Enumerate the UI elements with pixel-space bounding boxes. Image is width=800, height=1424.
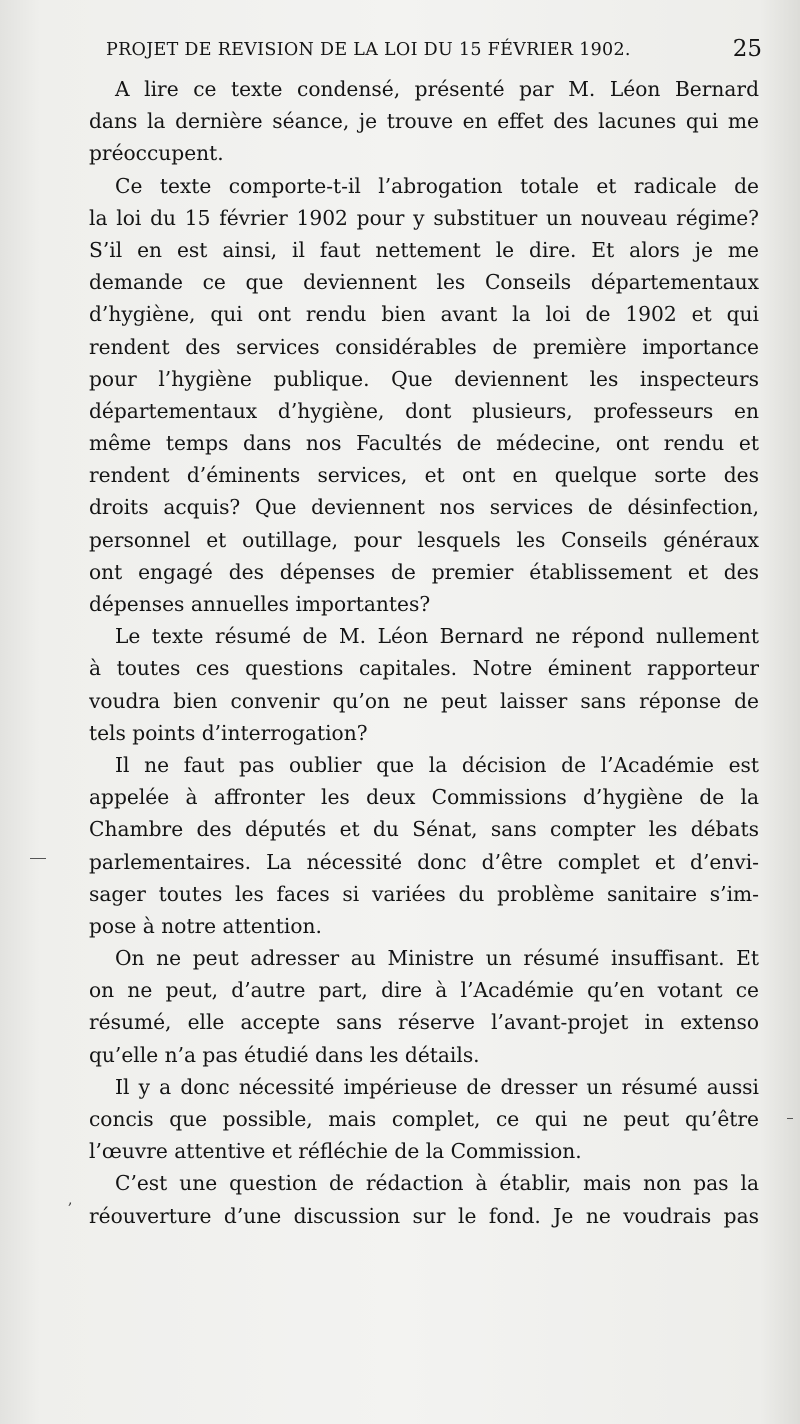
text-line: même temps dans nos Facultés de médecine, ont rendu et [89,431,759,456]
text-line: ont engagé des dépenses de premier établissement et des [89,559,759,584]
running-title: PROJET DE REVISION DE LA LOI DU 15 FÉVRIER 1902. [106,40,631,60]
text-line: droits acquis? Que deviennent nos services de désinfection, [89,495,759,520]
text-line: à toutes ces questions capitales. Notre éminent rapporteur [89,656,759,681]
text-line: réouverture d’une discussion sur le fond. Je ne voudrais pas [89,1203,759,1228]
text-line: la loi du 15 février 1902 pour y substituer un nouveau régime? [89,205,759,230]
running-head [106,36,762,66]
text-line: départementaux d’hygiène, dont plusieurs, professeurs en [89,398,759,423]
text-line: A lire ce texte condensé, présenté par M. Léon Bernard [115,77,759,101]
margin-tick-mark [30,858,46,859]
text-line: l’œuvre attentive et réfléchie de la Commission. [89,1139,582,1164]
text-line: demande ce que deviennent les Conseils départementaux [89,270,759,295]
text-line: qu’elle n’a pas étudié dans les détails. [89,1042,480,1067]
text-line: C’est une question de rédaction à établir, mais non pas la [115,1171,759,1196]
text-line: Il y a donc nécessité impérieuse de dresser un résumé aussi [115,1074,759,1099]
text-line: rendent d’éminents services, et ont en quelque sorte des [89,463,759,488]
text-line: préoccupent. [89,141,224,166]
text-line: d’hygiène, qui ont rendu bien avant la loi de 1902 et qui [89,302,759,327]
margin-comma-mark: , [68,1192,73,1208]
text-line: concis que possible, mais complet, ce qui ne peut qu’être [89,1107,759,1131]
text-line: tels points d’interrogation? [89,720,368,745]
text-line: On ne peut adresser au Ministre un résumé insuffisant. Et [115,946,759,971]
text-line: Ce texte comporte-t-il l’abrogation totale et radicale de [115,173,759,198]
text-line: pose à notre attention. [89,913,322,938]
text-line: résumé, elle accepte sans réserve l’avant-projet in extenso [89,1010,759,1035]
text-line: dans la dernière séance, je trouve en effet des lacunes qui me [89,109,759,134]
text-line: appelée à affronter les deux Commissions d’hygiène de la [89,785,759,810]
margin-edge-mark [787,1118,793,1119]
page-number: 25 [732,36,762,62]
text-line: dépenses annuelles importantes? [89,592,431,616]
text-line: parlementaires. La nécessité donc d’être complet et d’envi- [89,849,759,874]
text-line: Le texte résumé de M. Léon Bernard ne répond nullement [115,624,759,649]
text-line: personnel et outillage, pour lesquels les Conseils généraux [89,527,759,552]
text-line: Il ne faut pas oublier que la décision de l’Académie est [115,752,759,777]
text-line: sager toutes les faces si variées du problème sanitaire s’im- [89,881,759,906]
text-line: voudra bien convenir qu’on ne peut laisser sans réponse de [89,688,759,713]
text-line: on ne peut, d’autre part, dire à l’Académie qu’en votant ce [89,978,759,1003]
text-line: pour l’hygiène publique. Que deviennent les inspecteurs [89,366,759,391]
text-line: Chambre des députés et du Sénat, sans compter les débats [89,817,759,842]
text-line: S’il en est ainsi, il faut nettement le dire. Et alors je me [89,237,759,262]
text-line: rendent des services considérables de première importance [89,334,759,359]
body-text [89,73,759,1232]
